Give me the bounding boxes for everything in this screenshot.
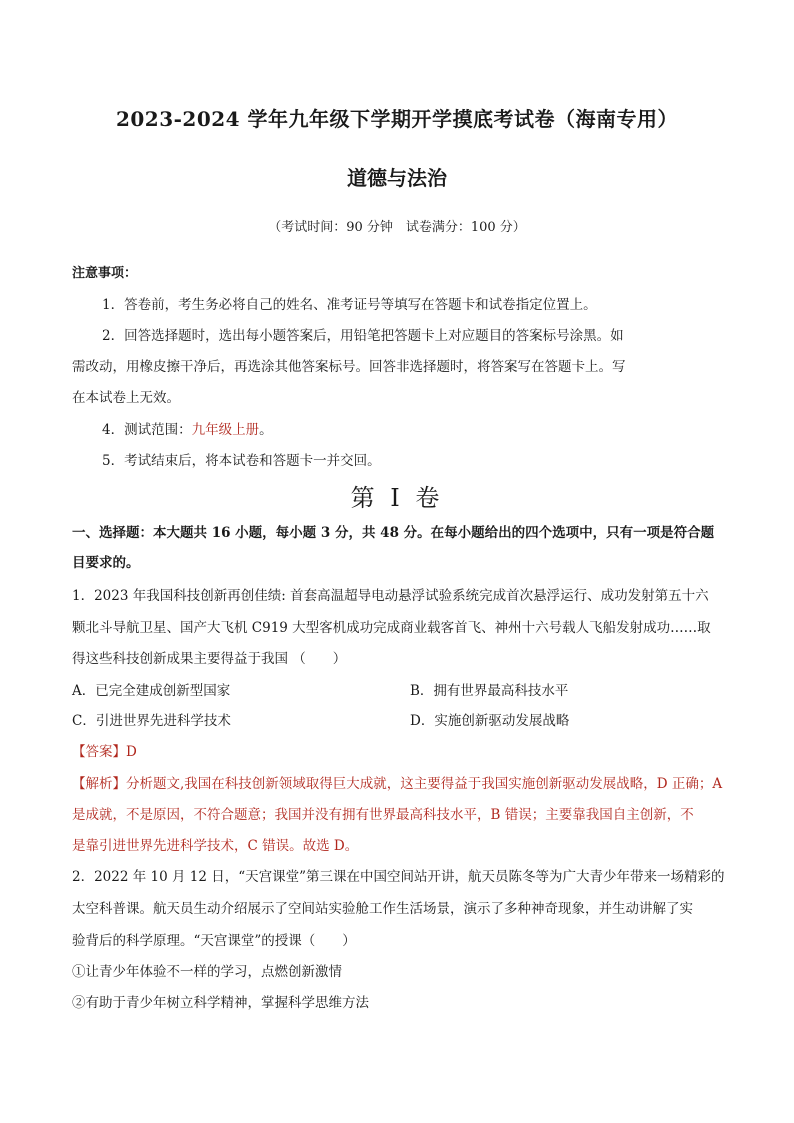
q1-line-1: 1．2023 年我国科技创新再创佳绩: 首套高温超导电动悬浮试验系统完成首次悬浮运行、成功发射第五十六	[72, 588, 709, 604]
q1-line-2: 颗北斗导航卫星、国产大飞机 C919 大型客机成功完成商业载客首飞、神州十六号载人飞船发射成功……取	[72, 620, 711, 636]
notice-item-4-prefix: 4．测试范围：	[102, 422, 192, 438]
notice-item-1: 1．答卷前，考生务必将自己的姓名、准考证号等填写在答题卡和试卷指定位置上。	[102, 297, 597, 313]
q1-option-c: C．引进世界先进科学技术	[72, 713, 231, 729]
notice-item-4	[102, 418, 273, 438]
q1-analysis-line-2: 是成就，不是原因，不符合题意；我国并没有拥有世界最高科技水平，B 错误；主要靠我国自主创新，不	[72, 807, 694, 823]
section-instruction-line-2: 目要求的。	[72, 555, 140, 571]
notice-heading: 注意事项：	[72, 266, 138, 281]
section-title: 第 I 卷	[350, 484, 444, 512]
notice-item-2-line-3: 在本试卷上无效。	[72, 390, 180, 406]
exam-title: 2023-2024 学年九年级下学期开学摸底考试卷（海南专用）	[115, 107, 679, 131]
q1-analysis-line-1: 【解析】分析题文,我国在科技创新领域取得巨大成就，这主要得益于我国实施创新驱动发展战略，D 正确；A	[72, 776, 723, 792]
q2-line-2: 太空科普课。航天员生动介绍展示了空间站实验舱工作生活场景，演示了多种神奇现象，并生动讲解了实	[72, 901, 693, 917]
notice-item-2-line-2: 需改动，用橡皮擦干净后，再选涂其他答案标号。回答非选择题时，将答案写在答题卡上。写	[72, 359, 626, 375]
q1-option-d: D．实施创新驱动发展战略	[410, 713, 570, 729]
exam-info: （考试时间：90 分钟 试卷满分：100 分）	[268, 220, 526, 235]
q1-analysis-line-3: 是靠引进世界先进科学技术，C 错误。故选 D。	[72, 838, 359, 854]
test-range: 九年级上册	[191, 422, 260, 438]
q2-line-3: 验背后的科学原理。“天宫课堂”的授课（ ）	[72, 933, 356, 949]
notice-item-2-line-1: 2．回答选择题时，选出每小题答案后，用铅笔把答题卡上对应题目的答案标号涂黑。如	[102, 328, 624, 344]
q2-statement-2: ②有助于青少年树立科学精神，掌握科学思维方法	[72, 995, 369, 1011]
notice-item-5: 5．考试结束后，将本试卷和答题卡一并交回。	[102, 453, 381, 469]
q1-option-a: A．已完全建成创新型国家	[72, 683, 231, 699]
notice-item-4-suffix: 。	[259, 422, 273, 438]
q2-line-1: 2．2022 年 10 月 12 日，“天宫课堂”第三课在中国空间站开讲，航天员陈冬等为广大青少年带来一场精彩的	[72, 869, 725, 885]
q2-statement-1: ①让青少年体验不一样的学习，点燃创新激情	[72, 964, 342, 980]
q1-answer: 【答案】D	[72, 744, 137, 760]
subject-title: 道德与法治	[347, 166, 447, 190]
q1-option-b: B．拥有世界最高科技水平	[410, 683, 569, 699]
q1-line-3: 得这些科技创新成果主要得益于我国 （ ）	[72, 651, 347, 667]
section-instruction-line-1: 一、选择题：本大题共 16 小题，每小题 3 分，共 48 分。在每小题给出的四个选项中，只有一项是符合题	[72, 525, 715, 541]
